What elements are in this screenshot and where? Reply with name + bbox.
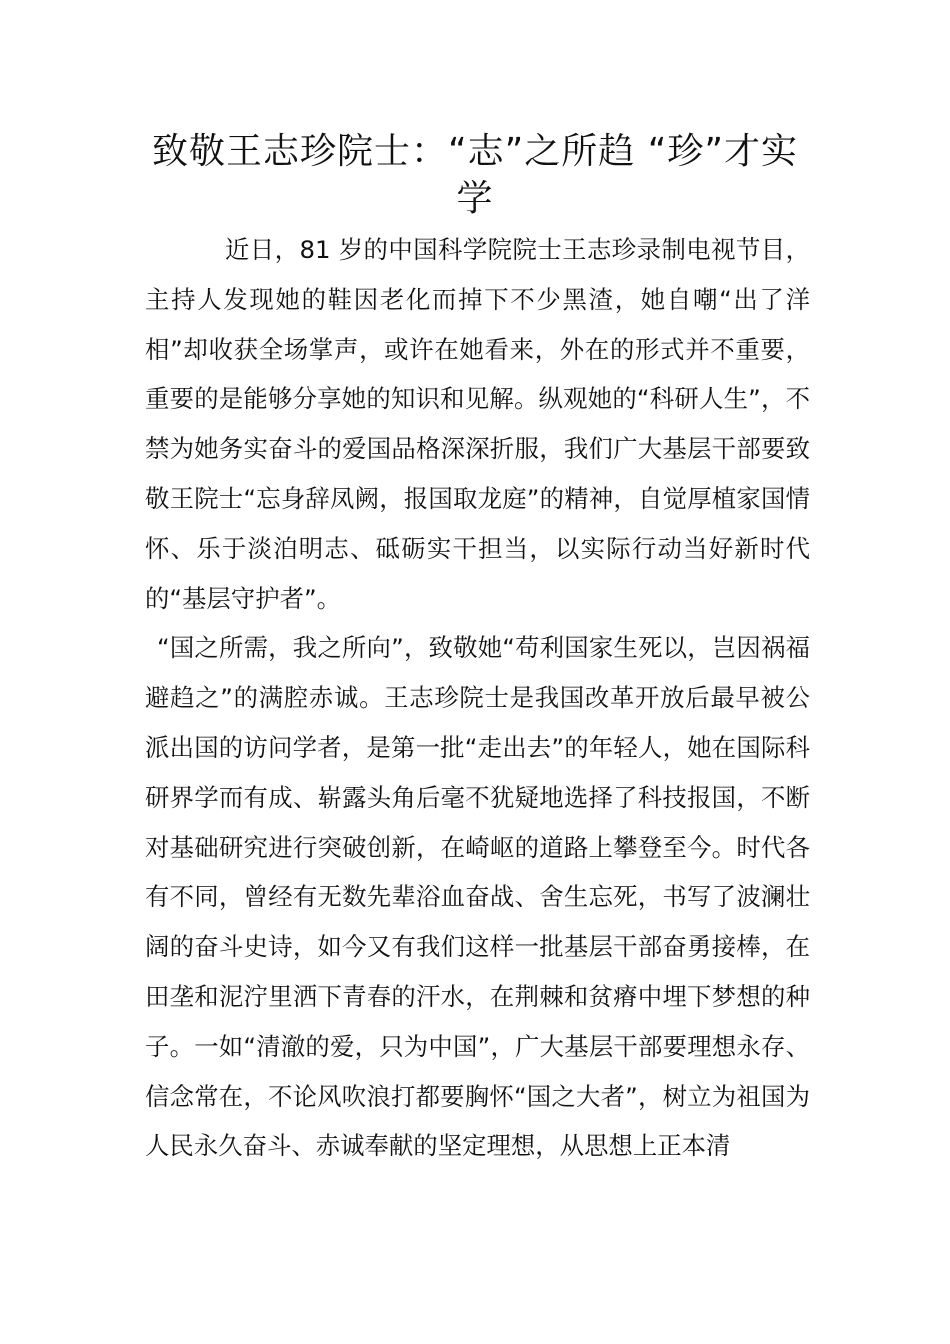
paragraph-1: 近日，81 岁的中国科学院院士王志珍录制电视节目，主持人发现她的鞋因老化而掉下不少黑渣，她自嘲“出了洋相”却收获全场掌声，或许在她看来，外在的形式并不重要，重要的是能够分享她的知识和见解。纵观她的“科研人生”，不禁为她务实奋斗的爱国品格深深折服，我们广大基层干部要致敬王院士“忘身辞凤阙，报国取龙庭”的精神，自觉厚植家国情怀、乐于淡泊明志、砥砺实干担当，以实际行动当好新时代的“基层守护者”。 xyxy=(145,235,810,613)
document-title: 致敬王志珍院士：“志”之所趋 “珍”才实学 xyxy=(151,131,799,219)
document-body xyxy=(145,225,810,1171)
paragraph-2: “国之所需，我之所向”，致敬她“苟利国家生死以，岂因祸福避趋之”的满腔赤诚。王志珍院士是我国改革开放后最早被公派出国的访问学者，是第一批“走出去”的年轻人，她在国际科研界学而有成、崭露头角后毫不犹疑地选择了科技报国，不断对基础研究进行突破创新，在崎岖的道路上攀登至今。时代各有不同，曾经有无数先辈浴血奋战、舍生忘死，书写了波澜壮阔的奋斗史诗，如今又有我们这样一批基层干部奋勇接棒，在田垄和泥泞里洒下青春的汗水，在荆棘和贫瘠中埋下梦想的种子。一如“清澈的爱，只为中国”，广大基层干部要理想永存、信念常在，不论风吹浪打都要胸怀“国之大者”，树立为祖国为人民永久奋斗、赤诚奉献的坚定理想，从思想上正本清 xyxy=(145,633,810,1161)
